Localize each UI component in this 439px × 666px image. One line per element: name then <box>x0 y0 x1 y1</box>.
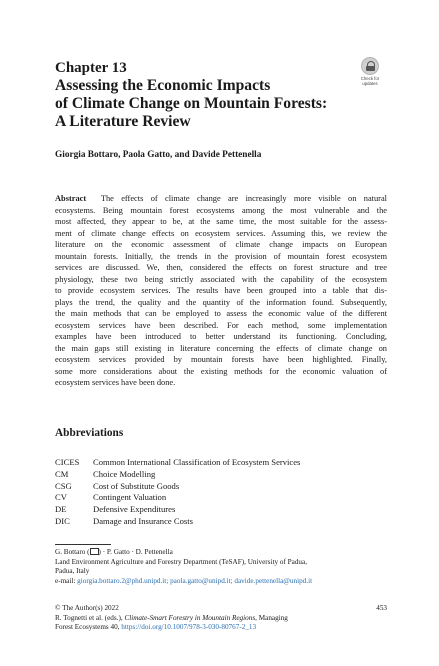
abbreviation-meaning: Damage and Insurance Costs <box>93 515 193 526</box>
abbreviation-code: CV <box>55 492 67 503</box>
affiliation-block <box>55 548 385 586</box>
abstract-line: ecosystem services have been done. <box>55 378 176 387</box>
affiliation-department: Land Environment Agriculture and Forestry Department (TeSAF), University of Padua, <box>55 557 307 566</box>
abstract-line: ecosystem services provided by mountain forests have been highlighted. Finally, <box>55 355 387 364</box>
series-line: Forest Ecosystems 40, https://doi.org/10.1007/978-3-030-80767-2_13 <box>55 623 257 631</box>
abstract-line: most affected, they appear to be, at the same time, the most suitable for the assess- <box>55 217 387 226</box>
abbreviation-code: DIC <box>55 515 70 526</box>
abbreviation-code: CM <box>55 468 69 479</box>
page-number: 453 <box>376 604 387 612</box>
abstract-line: Abstract The effects of climate change are increasingly more visible on natural <box>55 194 388 203</box>
title-line: A Literature Review <box>55 113 191 131</box>
abbreviation-meaning: Common International Classification of Ecosystem Services <box>93 457 301 467</box>
abbreviation-meaning: Defensive Expenditures <box>93 504 176 515</box>
abstract-line: ecosystems. Being mountain forest ecosystems among the most vulnerable and the <box>55 205 387 215</box>
update-icon <box>361 57 379 75</box>
abstract-line: ecosystem services have been described. For each method, some implementation <box>55 320 387 330</box>
title-line: of Climate Change on Mountain Forests: <box>55 95 328 113</box>
author-list: Giorgia Bottaro, Paola Gatto, and Davide Pettenella <box>55 150 262 160</box>
abbreviation-item <box>55 481 300 493</box>
check-for-updates-text: Check for updates <box>360 76 380 86</box>
abbreviation-code: CSG <box>55 480 72 491</box>
abstract-line: the main gaps still existing in literature concerning the effects of climate change on <box>55 343 387 353</box>
abbreviation-item <box>55 469 300 481</box>
citation-line: R. Tognetti et al. (eds.), Climate-Smart Forestry in Mountain Regions, Managing <box>55 613 288 622</box>
email-links[interactable]: giorgia.bottaro.2@phd.unipd.it; paola.gatto@unipd.it; davide.pettenella@unipd.it <box>77 576 313 585</box>
affiliation-city: Padua, Italy <box>55 567 90 575</box>
abbreviation-meaning: Contingent Valuation <box>93 492 167 503</box>
abstract-line: services are discussed. We, then, considered the effects on forest structure and tree <box>55 263 387 272</box>
abbreviation-item <box>55 492 300 504</box>
mail-icon <box>90 548 99 555</box>
abstract-line: the main methods that can be employed to assess the economic value of the different <box>55 309 387 318</box>
abbreviation-meaning: Cost of Substitute Goods <box>93 480 180 491</box>
abstract-line: some more considerations about the existing methods for the economic valuation of <box>55 366 387 376</box>
abbreviations-list <box>55 457 300 528</box>
abbreviation-item <box>55 516 300 528</box>
check-for-updates-badge[interactable] <box>357 57 383 91</box>
abstract-line: literature on the economic assessment of climate change impacts on European <box>55 240 387 249</box>
abstract-heading: Abstract <box>55 194 87 203</box>
footnote-divider <box>55 544 111 545</box>
title-line: Assessing the Economic Impacts <box>55 77 271 94</box>
abstract-line: plays the trend, the quality and the quantity of the information found. Subsequently, <box>55 297 387 307</box>
abstract-line: to provide ecosystem services. The results have been grouped into a table that dis- <box>55 286 387 295</box>
abbreviation-meaning: Choice Modelling <box>93 468 156 479</box>
affiliation-emails: e-mail: giorgia.bottaro.2@phd.unipd.it; paola.gatto@unipd.it; davide.pettenella@unipd.it <box>55 576 313 585</box>
abbreviation-code: DE <box>55 504 67 515</box>
abstract-line: mountain forests. Initially, the trends in the provision of mountain forest ecosystem <box>55 251 387 261</box>
abstract-line: ment of climate change effects on ecosystem services. Assuming this, we review the <box>55 228 387 238</box>
abbreviation-item <box>55 504 300 516</box>
abstract-line: physiology, these two being strictly associated with the capability of the ecosystem <box>55 274 387 284</box>
affiliation-authors: G. Bottaro ( ) · P. Gatto · D. Pettenella <box>55 548 173 556</box>
abbreviation-code: CICES <box>55 457 80 467</box>
doi-link[interactable]: https://doi.org/10.1007/978-3-030-80767-2_13 <box>121 623 257 631</box>
page-footer <box>55 604 387 633</box>
abbreviation-item <box>55 457 300 469</box>
chapter-title <box>55 77 355 132</box>
chapter-label: Chapter 13 <box>55 60 127 76</box>
abstract <box>55 193 387 389</box>
copyright-line: © The Author(s) 2022 <box>55 604 119 612</box>
abstract-line: examples have been introduced to better understand its functioning. Concluding, <box>55 332 387 341</box>
abbreviations-heading: Abbreviations <box>55 427 124 439</box>
book-title: Climate-Smart Forestry in Mountain Regions <box>124 613 256 622</box>
